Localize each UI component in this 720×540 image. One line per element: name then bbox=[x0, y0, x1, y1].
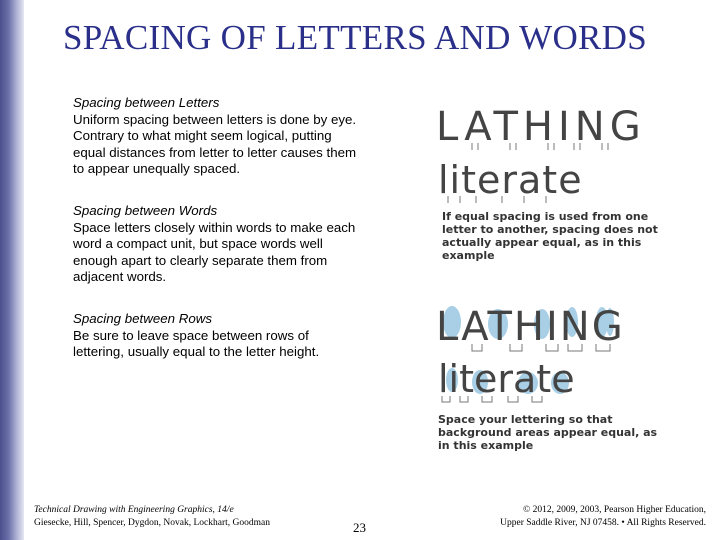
footer-citation bbox=[34, 504, 270, 530]
side-decoration-bar bbox=[0, 0, 24, 540]
footer-authors: Giesecke, Hill, Spencer, Dygdon, Novak, Lockhart, Goodman bbox=[34, 518, 271, 528]
slide-title: SPACING OF LETTERS AND WORDS bbox=[62, 18, 648, 57]
section-rows-body: Be sure to leave space between rows of lettering, usually equal to the letter height. bbox=[73, 327, 320, 359]
page-number: 23 bbox=[353, 520, 366, 535]
section-letters bbox=[73, 95, 363, 178]
footer-copyright-line2: Upper Saddle River, NJ 07458. • All Rights Reserved. bbox=[500, 518, 706, 528]
word-lathing-equal: LATHING bbox=[436, 104, 646, 150]
caption-optical-spacing: Space your lettering so that background areas appear equal, as in this example bbox=[438, 413, 658, 452]
footer-book-title: Technical Drawing with Engineering Graphics, 14/e bbox=[34, 505, 234, 515]
word-literate-optical: literate bbox=[438, 357, 575, 401]
section-words-body: Space letters closely within words to make each word a compact unit, but space words well enough apart to clearly separate them from adjacent words. bbox=[73, 219, 356, 284]
section-letters-body: Uniform spacing between letters is done by eye. Contrary to what might seem logical, putting equal distances from letter to letter causes them to appear unequally spaced. bbox=[73, 111, 357, 176]
caption-equal-spacing: If equal spacing is used from one letter to another, spacing does not actually appear equal, as in this example bbox=[442, 210, 658, 262]
section-rows-heading: Spacing between Rows bbox=[73, 311, 212, 326]
section-letters-heading: Spacing between Letters bbox=[73, 95, 220, 110]
word-literate-equal: literate bbox=[438, 158, 583, 202]
section-words bbox=[73, 203, 363, 286]
section-words-heading: Spacing between Words bbox=[73, 203, 218, 218]
section-rows bbox=[73, 311, 363, 361]
spacing-example-figure bbox=[432, 100, 692, 470]
word-lathing-optical: LATHING bbox=[436, 304, 625, 350]
footer-copyright-line1: © 2012, 2009, 2003, Pearson Higher Education, bbox=[523, 505, 706, 515]
footer-copyright bbox=[446, 504, 706, 530]
